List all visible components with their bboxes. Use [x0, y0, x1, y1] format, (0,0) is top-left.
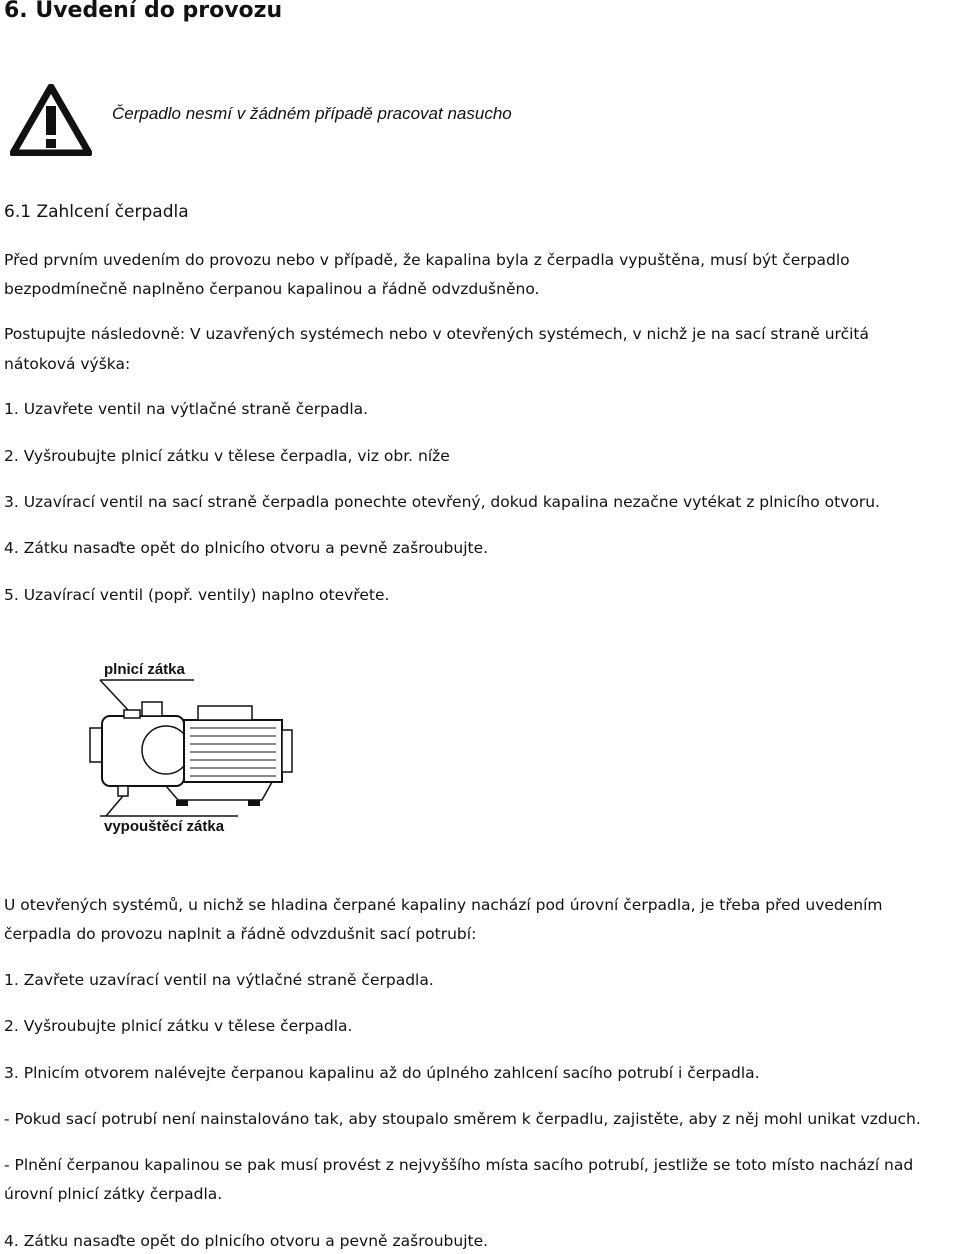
pump-figure: [48, 650, 348, 838]
label-filling-plug: plnicí zátka: [104, 661, 185, 678]
step-5: 5. Uzavírací ventil (popř. ventily) naplno otevřete.: [4, 586, 390, 604]
section-title: 6.1 Zahlcení čerpadla: [4, 202, 189, 222]
open-step-3: 3. Plnicím otvorem nalévejte čerpanou kapalinu až do úplného zahlcení sacího potrubí i čerpadla.: [4, 1064, 760, 1082]
procedure-line-2: nátoková výška:: [4, 355, 131, 373]
step-3: 3. Uzavírací ventil na sací straně čerpadla ponechte otevřený, dokud kapalina nezačne vytékat z plnicího otvoru.: [4, 493, 880, 511]
open-note-2-line-1: - Plnění čerpanou kapalinou se pak musí provést z nejvyššího místa sacího potrubí, jestliže se toto místo nachází nad: [4, 1156, 914, 1174]
open-note-1: - Pokud sací potrubí není nainstalováno tak, aby stoupalo směrem k čerpadlu, zajistěte, aby z něj mohl unikat vzduch.: [4, 1110, 921, 1128]
open-intro-line-1: U otevřených systémů, u nichž se hladina čerpané kapaliny nachází pod úrovní čerpadla, je třeba před uvedením: [4, 896, 883, 914]
open-step-4: 4. Zátku nasaďte opět do plnicího otvoru a pevně zašroubujte.: [4, 1232, 489, 1250]
open-step-2: 2. Vyšroubujte plnicí zátku v tělese čerpadla.: [4, 1017, 353, 1035]
open-intro-line-2: čerpadla do provozu naplnit a řádně odvzdušnit sací potrubí:: [4, 925, 477, 943]
intro-line-1: Před prvním uvedením do provozu nebo v případě, že kapalina byla z čerpadla vypuštěna, musí být čerpadlo: [4, 251, 850, 269]
intro-line-2: bezpodmínečně naplněno čerpanou kapalinou a řádně odvzdušněno.: [4, 280, 540, 298]
step-1: 1. Uzavřete ventil na výtlačné straně čerpadla.: [4, 400, 369, 418]
label-drain-plug: vypouštěcí zátka: [104, 818, 225, 835]
page-title: 6. Uvedení do provozu: [4, 0, 283, 23]
step-2: 2. Vyšroubujte plnicí zátku v tělese čerpadla, viz obr. níže: [4, 447, 450, 465]
warning-text: Čerpadlo nesmí v žádném případě pracovat nasucho: [112, 104, 512, 123]
step-4: 4. Zátku nasaďte opět do plnicího otvoru a pevně zašroubujte.: [4, 539, 489, 557]
open-step-1: 1. Zavřete uzavírací ventil na výtlačné straně čerpadla.: [4, 971, 434, 989]
warning-triangle-icon: [10, 84, 92, 156]
procedure-line-1: Postupujte následovně: V uzavřených systémech nebo v otevřených systémech, v nichž je na sací straně určitá: [4, 325, 869, 343]
open-note-2-line-2: úrovní plnicí zátky čerpadla.: [4, 1185, 223, 1203]
